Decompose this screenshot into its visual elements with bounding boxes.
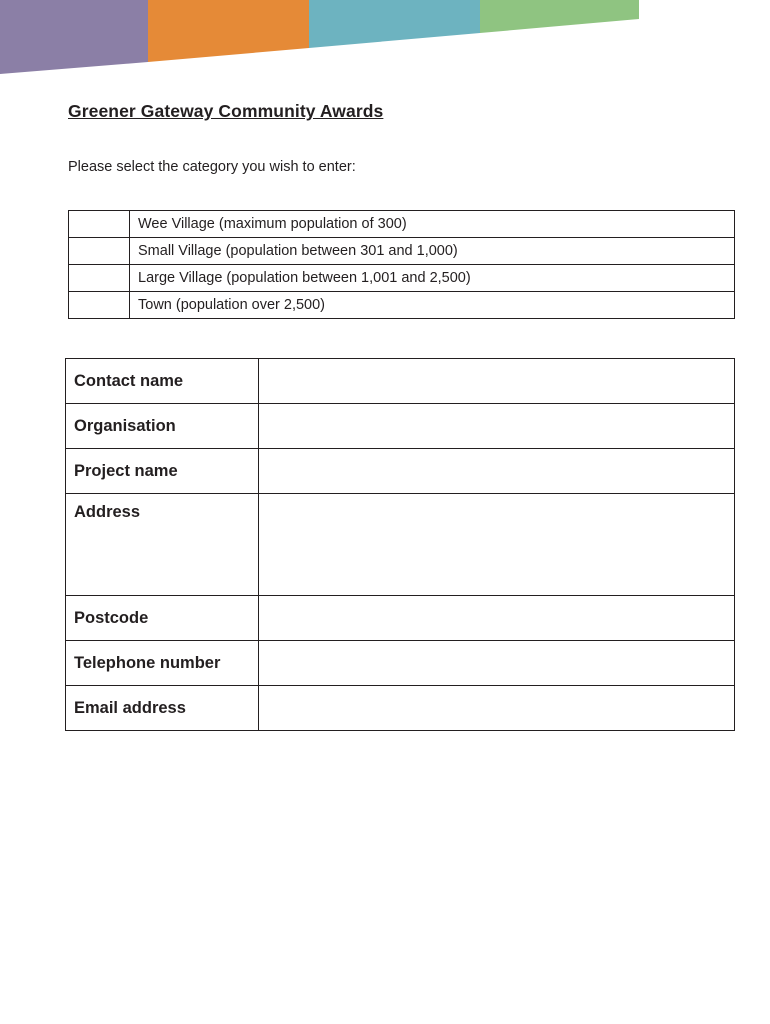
category-row xyxy=(69,292,735,319)
project-name-label: Project name xyxy=(66,449,259,494)
category-label: Wee Village (maximum population of 300) xyxy=(130,211,735,238)
contact-row xyxy=(66,404,735,449)
category-checkbox-town[interactable] xyxy=(69,292,130,319)
postcode-label: Postcode xyxy=(66,596,259,641)
contact-details-table xyxy=(65,358,735,731)
banner-stripe-orange xyxy=(148,0,309,62)
colour-banner xyxy=(0,0,640,76)
category-label: Large Village (population between 1,001 and 2,500) xyxy=(130,265,735,292)
category-checkbox-wee-village[interactable] xyxy=(69,211,130,238)
contact-row xyxy=(66,359,735,404)
category-checkbox-large-village[interactable] xyxy=(69,265,130,292)
page-title: Greener Gateway Community Awards xyxy=(68,101,384,121)
contact-row xyxy=(66,494,735,596)
contact-row xyxy=(66,596,735,641)
contact-row xyxy=(66,449,735,494)
telephone-number-field[interactable] xyxy=(259,641,735,686)
category-instructions: Please select the category you wish to enter: xyxy=(68,159,356,175)
contact-name-field[interactable] xyxy=(259,359,735,404)
banner-stripe-teal xyxy=(309,0,480,48)
category-label: Small Village (population between 301 and 1,000) xyxy=(130,238,735,265)
banner-stripe-purple xyxy=(0,0,148,74)
category-row xyxy=(69,211,735,238)
telephone-number-label: Telephone number xyxy=(66,641,259,686)
postcode-field[interactable] xyxy=(259,596,735,641)
email-address-label: Email address xyxy=(66,686,259,731)
email-address-field[interactable] xyxy=(259,686,735,731)
category-row xyxy=(69,265,735,292)
contact-row xyxy=(66,686,735,731)
category-row xyxy=(69,238,735,265)
address-field[interactable] xyxy=(259,494,735,596)
contact-row xyxy=(66,641,735,686)
banner-stripe-green xyxy=(480,0,639,33)
contact-name-label: Contact name xyxy=(66,359,259,404)
category-selection-table xyxy=(68,210,735,319)
organisation-label: Organisation xyxy=(66,404,259,449)
category-checkbox-small-village[interactable] xyxy=(69,238,130,265)
address-label: Address xyxy=(66,494,259,596)
organisation-field[interactable] xyxy=(259,404,735,449)
project-name-field[interactable] xyxy=(259,449,735,494)
category-label: Town (population over 2,500) xyxy=(130,292,735,319)
